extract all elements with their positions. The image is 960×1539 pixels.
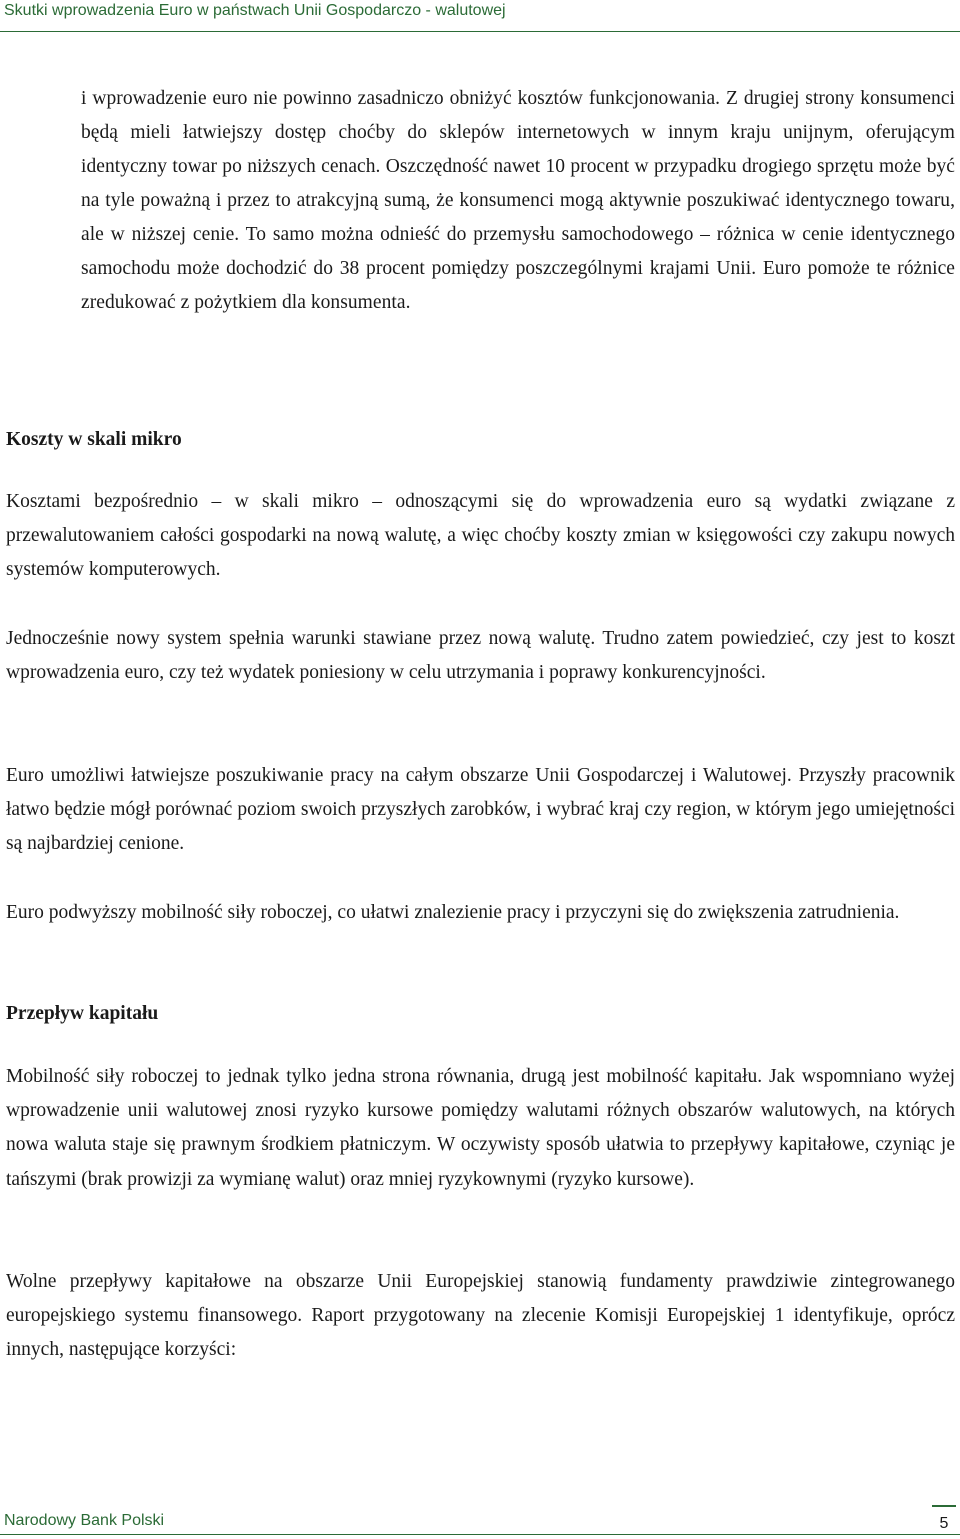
paragraph-micro-4: Euro podwyższy mobilność siły roboczej, co ułatwi znalezienie pracy i przyczyni się do zwiększenia zatrudnienia. <box>6 902 900 923</box>
footer-publisher: Narodowy Bank Polski <box>4 1512 165 1529</box>
running-header-title: Skutki wprowadzenia Euro w państwach Unii Gospodarczo - walutowej <box>4 2 506 19</box>
paragraph-micro-3: Euro umożliwi łatwiejsze poszukiwanie pracy na całym obszarze Unii Gospodarczej i Walutowej. Przyszły pracownik łatwo będzie mógł porównać poziom swoich przyszłych zarobków, i wybrać kraj czy region, w którym jego umiejętności są najbardziej cenione. <box>6 765 955 855</box>
header-divider <box>0 31 960 32</box>
paragraph-micro-1: Kosztami bezpośrednio – w skali mikro – odnoszącymi się do wprowadzenia euro są wydatki związane z przewalutowaniem całości gospodarki na nową walutę, a więc choćby koszty zmian w księgowości czy zakupu nowych systemów komputerowych. <box>6 491 955 581</box>
page-number: 5 <box>932 1505 956 1533</box>
paragraph-capital-1: Mobilność siły roboczej to jednak tylko jedna strona równania, drugą jest mobilność kapitału. Jak wspomniano wyżej wprowadzenie unii walutowej znosi ryzyko kursowe pomiędzy walutami różnych obszarów walutowych, na których nowa waluta staje się prawnym środkiem płatniczym. W oczywisty sposób ułatwia to przepływy kapitałowe, czyniąc je tańszymi (brak prowizji za wymianę walut) oraz mniej ryzykownymi (ryzyko kursowe). <box>6 1066 955 1190</box>
section-heading-micro-costs: Koszty w skali mikro <box>6 429 182 450</box>
footer-divider <box>0 1534 960 1535</box>
paragraph-capital-2: Wolne przepływy kapitałowe na obszarze Unii Europejskiej stanowią fundamenty prawdziwie zintegrowanego europejskiego systemu finansowego. Raport przygotowany na zlecenie Komisji Europejskiej 1 identyfikuje, oprócz innych, następujące korzyści: <box>6 1271 955 1361</box>
paragraph-micro-2: Jednocześnie nowy system spełnia warunki stawiane przez nową walutę. Trudno zatem powiedzieć, czy jest to koszt wprowadzenia euro, czy też wydatek poniesiony w celu utrzymania i poprawy konkurencyjności. <box>6 628 955 684</box>
intro-paragraph: i wprowadzenie euro nie powinno zasadniczo obniżyć kosztów funkcjonowania. Z drugiej strony konsumenci będą mieli łatwiejszy dostęp choćby do sklepów internetowych w innym kraju unijnym, oferującym identyczny towar po niższych cenach. Oszczędność nawet 10 procent w przypadku drogiego sprzętu może być na tyle poważną i przez to atrakcyjną sumą, że konsumenci mogą aktywnie poszukiwać identycznego towaru, ale w niższej cenie. To samo można odnieść do przemysłu samochodowego – różnica w cenie identycznego samochodu może dochodzić do 38 procent pomiędzy poszczególnymi krajami Unii. Euro pomoże te różnice zredukować z pożytkiem dla konsumenta. <box>81 88 955 313</box>
section-heading-capital-flow: Przepływ kapitału <box>6 1003 159 1024</box>
